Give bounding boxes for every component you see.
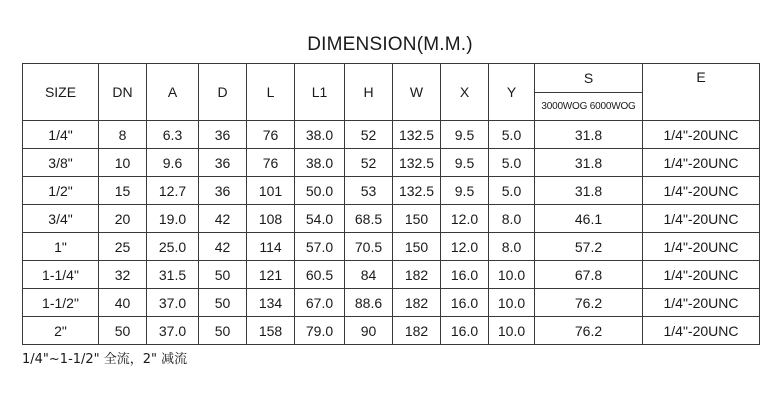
cell-h: 88.6 (345, 289, 393, 317)
header-s-subheader: 3000WOG 6000WOG (535, 93, 643, 121)
cell-l1: 50.0 (295, 177, 345, 205)
cell-h: 90 (345, 317, 393, 345)
cell-l: 114 (247, 233, 295, 261)
cell-w: 132.5 (393, 121, 441, 149)
cell-l: 76 (247, 149, 295, 177)
cell-a: 12.7 (147, 177, 199, 205)
cell-s: 31.8 (535, 149, 643, 177)
cell-x: 12.0 (441, 205, 489, 233)
header-w: W (393, 64, 441, 121)
cell-size: 3/4" (23, 205, 99, 233)
cell-dn: 15 (99, 177, 147, 205)
table-body (23, 121, 760, 345)
cell-w: 182 (393, 261, 441, 289)
cell-w: 132.5 (393, 149, 441, 177)
table-row (23, 261, 760, 289)
cell-dn: 20 (99, 205, 147, 233)
cell-dn: 40 (99, 289, 147, 317)
cell-a: 9.6 (147, 149, 199, 177)
cell-s: 31.8 (535, 177, 643, 205)
cell-size: 2" (23, 317, 99, 345)
cell-s: 67.8 (535, 261, 643, 289)
cell-l1: 57.0 (295, 233, 345, 261)
cell-a: 37.0 (147, 289, 199, 317)
cell-s: 76.2 (535, 289, 643, 317)
cell-s: 46.1 (535, 205, 643, 233)
cell-d: 36 (199, 149, 247, 177)
cell-w: 182 (393, 289, 441, 317)
cell-x: 16.0 (441, 317, 489, 345)
cell-y: 10.0 (489, 289, 535, 317)
header-size: SIZE (23, 64, 99, 121)
cell-w: 182 (393, 317, 441, 345)
cell-size: 1/4" (23, 121, 99, 149)
cell-size: 3/8" (23, 149, 99, 177)
cell-dn: 50 (99, 317, 147, 345)
cell-h: 52 (345, 121, 393, 149)
cell-w: 150 (393, 233, 441, 261)
cell-s: 76.2 (535, 317, 643, 345)
cell-e: 1/4"-20UNC (643, 233, 760, 261)
footnote: 1/4"~1-1/2" 全流，2" 减流 (22, 352, 188, 367)
cell-x: 12.0 (441, 233, 489, 261)
header-x: X (441, 64, 489, 121)
cell-e: 1/4"-20UNC (643, 317, 760, 345)
cell-e: 1/4"-20UNC (643, 177, 760, 205)
header-y: Y (489, 64, 535, 121)
cell-l: 158 (247, 317, 295, 345)
cell-dn: 25 (99, 233, 147, 261)
cell-size: 1-1/2" (23, 289, 99, 317)
table-row (23, 317, 760, 345)
cell-a: 6.3 (147, 121, 199, 149)
cell-size: 1" (23, 233, 99, 261)
table-row (23, 289, 760, 317)
cell-e: 1/4"-20UNC (643, 205, 760, 233)
cell-l: 76 (247, 121, 295, 149)
cell-y: 10.0 (489, 317, 535, 345)
cell-d: 42 (199, 233, 247, 261)
cell-l1: 79.0 (295, 317, 345, 345)
header-l: L (247, 64, 295, 121)
cell-w: 150 (393, 205, 441, 233)
cell-a: 25.0 (147, 233, 199, 261)
cell-l1: 38.0 (295, 121, 345, 149)
cell-d: 36 (199, 121, 247, 149)
cell-d: 50 (199, 261, 247, 289)
cell-dn: 8 (99, 121, 147, 149)
cell-l: 121 (247, 261, 295, 289)
cell-x: 16.0 (441, 261, 489, 289)
cell-y: 10.0 (489, 261, 535, 289)
cell-h: 70.5 (345, 233, 393, 261)
cell-y: 5.0 (489, 149, 535, 177)
cell-y: 5.0 (489, 177, 535, 205)
cell-y: 8.0 (489, 205, 535, 233)
cell-s: 57.2 (535, 233, 643, 261)
cell-l1: 38.0 (295, 149, 345, 177)
cell-e: 1/4"-20UNC (643, 121, 760, 149)
table-title: DIMENSION(M.M.) (307, 34, 473, 55)
cell-l: 108 (247, 205, 295, 233)
header-e: E (643, 64, 760, 121)
header-dn: DN (99, 64, 147, 121)
cell-dn: 10 (99, 149, 147, 177)
cell-h: 84 (345, 261, 393, 289)
cell-x: 16.0 (441, 289, 489, 317)
cell-e: 1/4"-20UNC (643, 289, 760, 317)
header-a: A (147, 64, 199, 121)
cell-h: 68.5 (345, 205, 393, 233)
cell-s: 31.8 (535, 121, 643, 149)
cell-h: 52 (345, 149, 393, 177)
table-row (23, 233, 760, 261)
cell-w: 132.5 (393, 177, 441, 205)
cell-size: 1/2" (23, 177, 99, 205)
cell-d: 36 (199, 177, 247, 205)
cell-dn: 32 (99, 261, 147, 289)
cell-a: 31.5 (147, 261, 199, 289)
cell-e: 1/4"-20UNC (643, 261, 760, 289)
cell-x: 9.5 (441, 121, 489, 149)
header-h: H (345, 64, 393, 121)
cell-a: 19.0 (147, 205, 199, 233)
header-d: D (199, 64, 247, 121)
cell-e: 1/4"-20UNC (643, 149, 760, 177)
table-row (23, 177, 760, 205)
cell-y: 5.0 (489, 121, 535, 149)
header-s: S (535, 64, 643, 93)
cell-h: 53 (345, 177, 393, 205)
cell-l1: 54.0 (295, 205, 345, 233)
cell-size: 1-1/4" (23, 261, 99, 289)
table-row (23, 149, 760, 177)
cell-d: 50 (199, 289, 247, 317)
cell-d: 42 (199, 205, 247, 233)
cell-x: 9.5 (441, 177, 489, 205)
cell-l1: 67.0 (295, 289, 345, 317)
table-row (23, 205, 760, 233)
header-l1: L1 (295, 64, 345, 121)
cell-a: 37.0 (147, 317, 199, 345)
cell-x: 9.5 (441, 149, 489, 177)
table-row (23, 121, 760, 149)
cell-l: 134 (247, 289, 295, 317)
cell-y: 8.0 (489, 233, 535, 261)
cell-d: 50 (199, 317, 247, 345)
cell-l: 101 (247, 177, 295, 205)
cell-l1: 60.5 (295, 261, 345, 289)
dimension-table (22, 63, 760, 345)
